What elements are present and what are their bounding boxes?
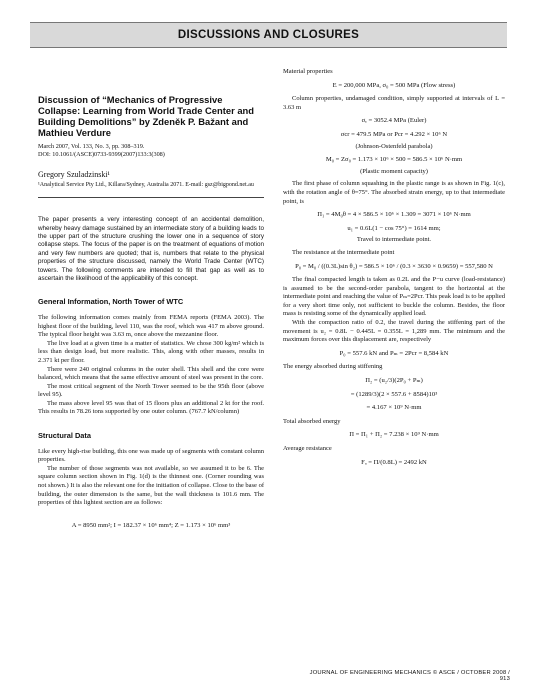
equation-pi2: Π₂ = (u₂/3)(2P₀ + Pₘ) [365, 377, 423, 385]
equation-pi1: Π₁ = 4M₀θ = 4 × 586.5 × 10⁶ × 1.309 = 3071 × 10⁶ N·mm [317, 211, 471, 219]
paragraph: Column properties, undamaged condition, simply supported at intervals of L = 3.63 m [283, 95, 505, 111]
equation-caption: Travel to intermediate point. [356, 236, 432, 244]
paragraph: The energy absorbed during stiffening [283, 363, 383, 371]
author-affiliation: ¹Analytical Service Pty Ltd., Killara/Sydney, Australia 2071. E-mail: gsz@bigpond.net.au [38, 181, 254, 188]
section-banner: DISCUSSIONS AND CLOSURES [30, 22, 507, 48]
equation-p0: P₀ = M₀ / ((0.3L)sin θ₂) = 586.5 × 10⁶ / (0.3 × 3630 × 0.9659) = 557,580 N [295, 262, 493, 270]
heading-general-info: General Information, North Tower of WTC [38, 297, 184, 307]
equation-pi2-step: = (1289/3)(2 × 557.6 + 8584)10³ [350, 390, 438, 398]
paragraph: The most critical segment of the North Tower seemed to be the 95th floor (above level 95). [38, 382, 264, 399]
paragraph: The following information comes mainly from FEMA reports (FEMA 2003). The highest floor of the building, level 110, was the roof, which was 417 m above ground. The typical floor height was 3.63 m, once above the mezzanine floor. [38, 313, 264, 339]
equation-plastic-moment: M₀ = Zσ₀ = 1.173 × 10⁶ × 500 = 586.5 × 10⁶ N·mm [325, 156, 463, 164]
equation-johnson: σcr = 479.5 MPa or Pcr = 4.292 × 10⁶ N [340, 130, 448, 138]
equation-pi2-result: = 4.167 × 10⁹ N·mm [366, 404, 422, 412]
heading-structural-data: Structural Data [38, 431, 91, 441]
equation-u1: u₁ = 0.6L(1 − cos 75°) = 1614 mm; [347, 224, 441, 232]
doi-line[interactable]: DOI: 10.1061/(ASCE)0733-9399(2007)133:3(308) [38, 151, 165, 158]
author-name: Gregory Szuladzinski¹ [38, 170, 110, 179]
equation-caption: (Plastic moment capacity) [360, 167, 428, 175]
divider [38, 197, 264, 198]
paragraph: The live load at a given time is a matter of statistics. We chose 300 kg/m² which is less than design load, but more realistic. This, along with other masses, results in 2.371 kt per floor. [38, 339, 264, 364]
paragraph: The number of those segments was not available, so we assumed it to be 6. The square column section shown in Fig. 1(d) is the thinnest one. (Corner rounding was not shown.) It is also the relevant one for the initiation of collapse. Close to the base of building, the outer dimension is the same, but the wall thickness is 101.6 mm. The properties of this lightest section are as follows: [38, 464, 264, 507]
material-heading: Material properties [283, 68, 333, 75]
paragraph: Average resistance [283, 445, 332, 452]
equation-material: E = 200,000 MPa, σ₀ = 500 MPa (Flow stress) [332, 81, 456, 89]
abstract: The paper presents a very interesting concept of an accidental demolition, whereby heavy damage sustained by an intermediate story of a building leads to the upper part of the structure crushing the lower one in a sequence of story collapse steps. The focus of the paper is on the treatment of equations of motion and very few numbers are quoted; that is, numbers that relate to the physical properties of the structure discussed, namely the World Trade Center (WTC) towers. The following comments are intended to fill that gap as well as to ascertain the likelihood of the applicability of this concept. [38, 216, 264, 282]
article-title: Discussion of “Mechanics of Progressive Collapse: Learning from World Trade Center and Building Demolitions” by Zdeněk P. Bažant and Mathieu Verdure [38, 94, 255, 138]
left-column [38, 68, 264, 535]
equation-euler: σₑ = 3052.4 MPa (Euler) [361, 117, 427, 125]
right-column [283, 68, 505, 472]
equation-forces: P₀ = 557.6 kN and Pₘ = 2Pcr = 8,584 kN [339, 349, 449, 357]
citation-line: March 2007, Vol. 133, No. 3, pp. 308–319. [38, 143, 145, 150]
paragraph: Like every high-rise building, this one was made up of segments with constant column properties. [38, 447, 264, 464]
equation-average-resistance: Fₐ = Π/(0.8L) = 2492 kN [361, 458, 427, 466]
paragraph: The first phase of column squashing in the plastic range is as shown in Fig. 1(c), with the rotation angle of θ=75°. The absorbed strain energy, up to that intermediate point, is [283, 180, 505, 205]
paragraph: With the compaction ratio of 0.2, the travel during the stiffening part of the movement is u₂ = 0.8L − 0.445L = 0.355L = 1,289 mm. The minimum and the maximum forces over this displacement are, respectively [283, 319, 505, 344]
paragraph: Total absorbed energy [283, 417, 341, 425]
section-properties-equation: A = 8950 mm²; I = 182.37 × 10⁶ mm⁴; Z = 1.173 × 10⁶ mm³ [71, 521, 231, 529]
equation-caption: (Johnson-Ostenfeld parabola) [355, 142, 433, 150]
equation-total-energy: Π = Π₁ + Π₂ = 7.238 × 10⁹ N·mm [349, 431, 439, 439]
paragraph: The resistance at the intermediate point [292, 248, 395, 256]
paragraph: The final compacted length is taken as 0.2L and the P−u curve (load-resistance) is assumed to be the second-order parabola, tangent to the horizontal at the intermediate point and reaching the value of Pₘ=2Pcr. This peak load is to be applied for a very short time only, not sufficient to buckle the column. Besides, the floor mass is resisting some of the dynamically applied load. [283, 276, 505, 318]
page-footer: JOURNAL OF ENGINEERING MECHANICS © ASCE / OCTOBER 2008 / 913 [309, 670, 510, 682]
paragraph: The mass above level 95 was that of 15 floors plus an additional 2 kt for the roof. This results in 78.26 tons supported by one outer column. (767.7 kN/column) [38, 399, 264, 416]
paragraph: There were 240 original columns in the outer shell. This shell and the core were balanced, which means that the same effective amount of steel was present in the core. [38, 365, 264, 382]
